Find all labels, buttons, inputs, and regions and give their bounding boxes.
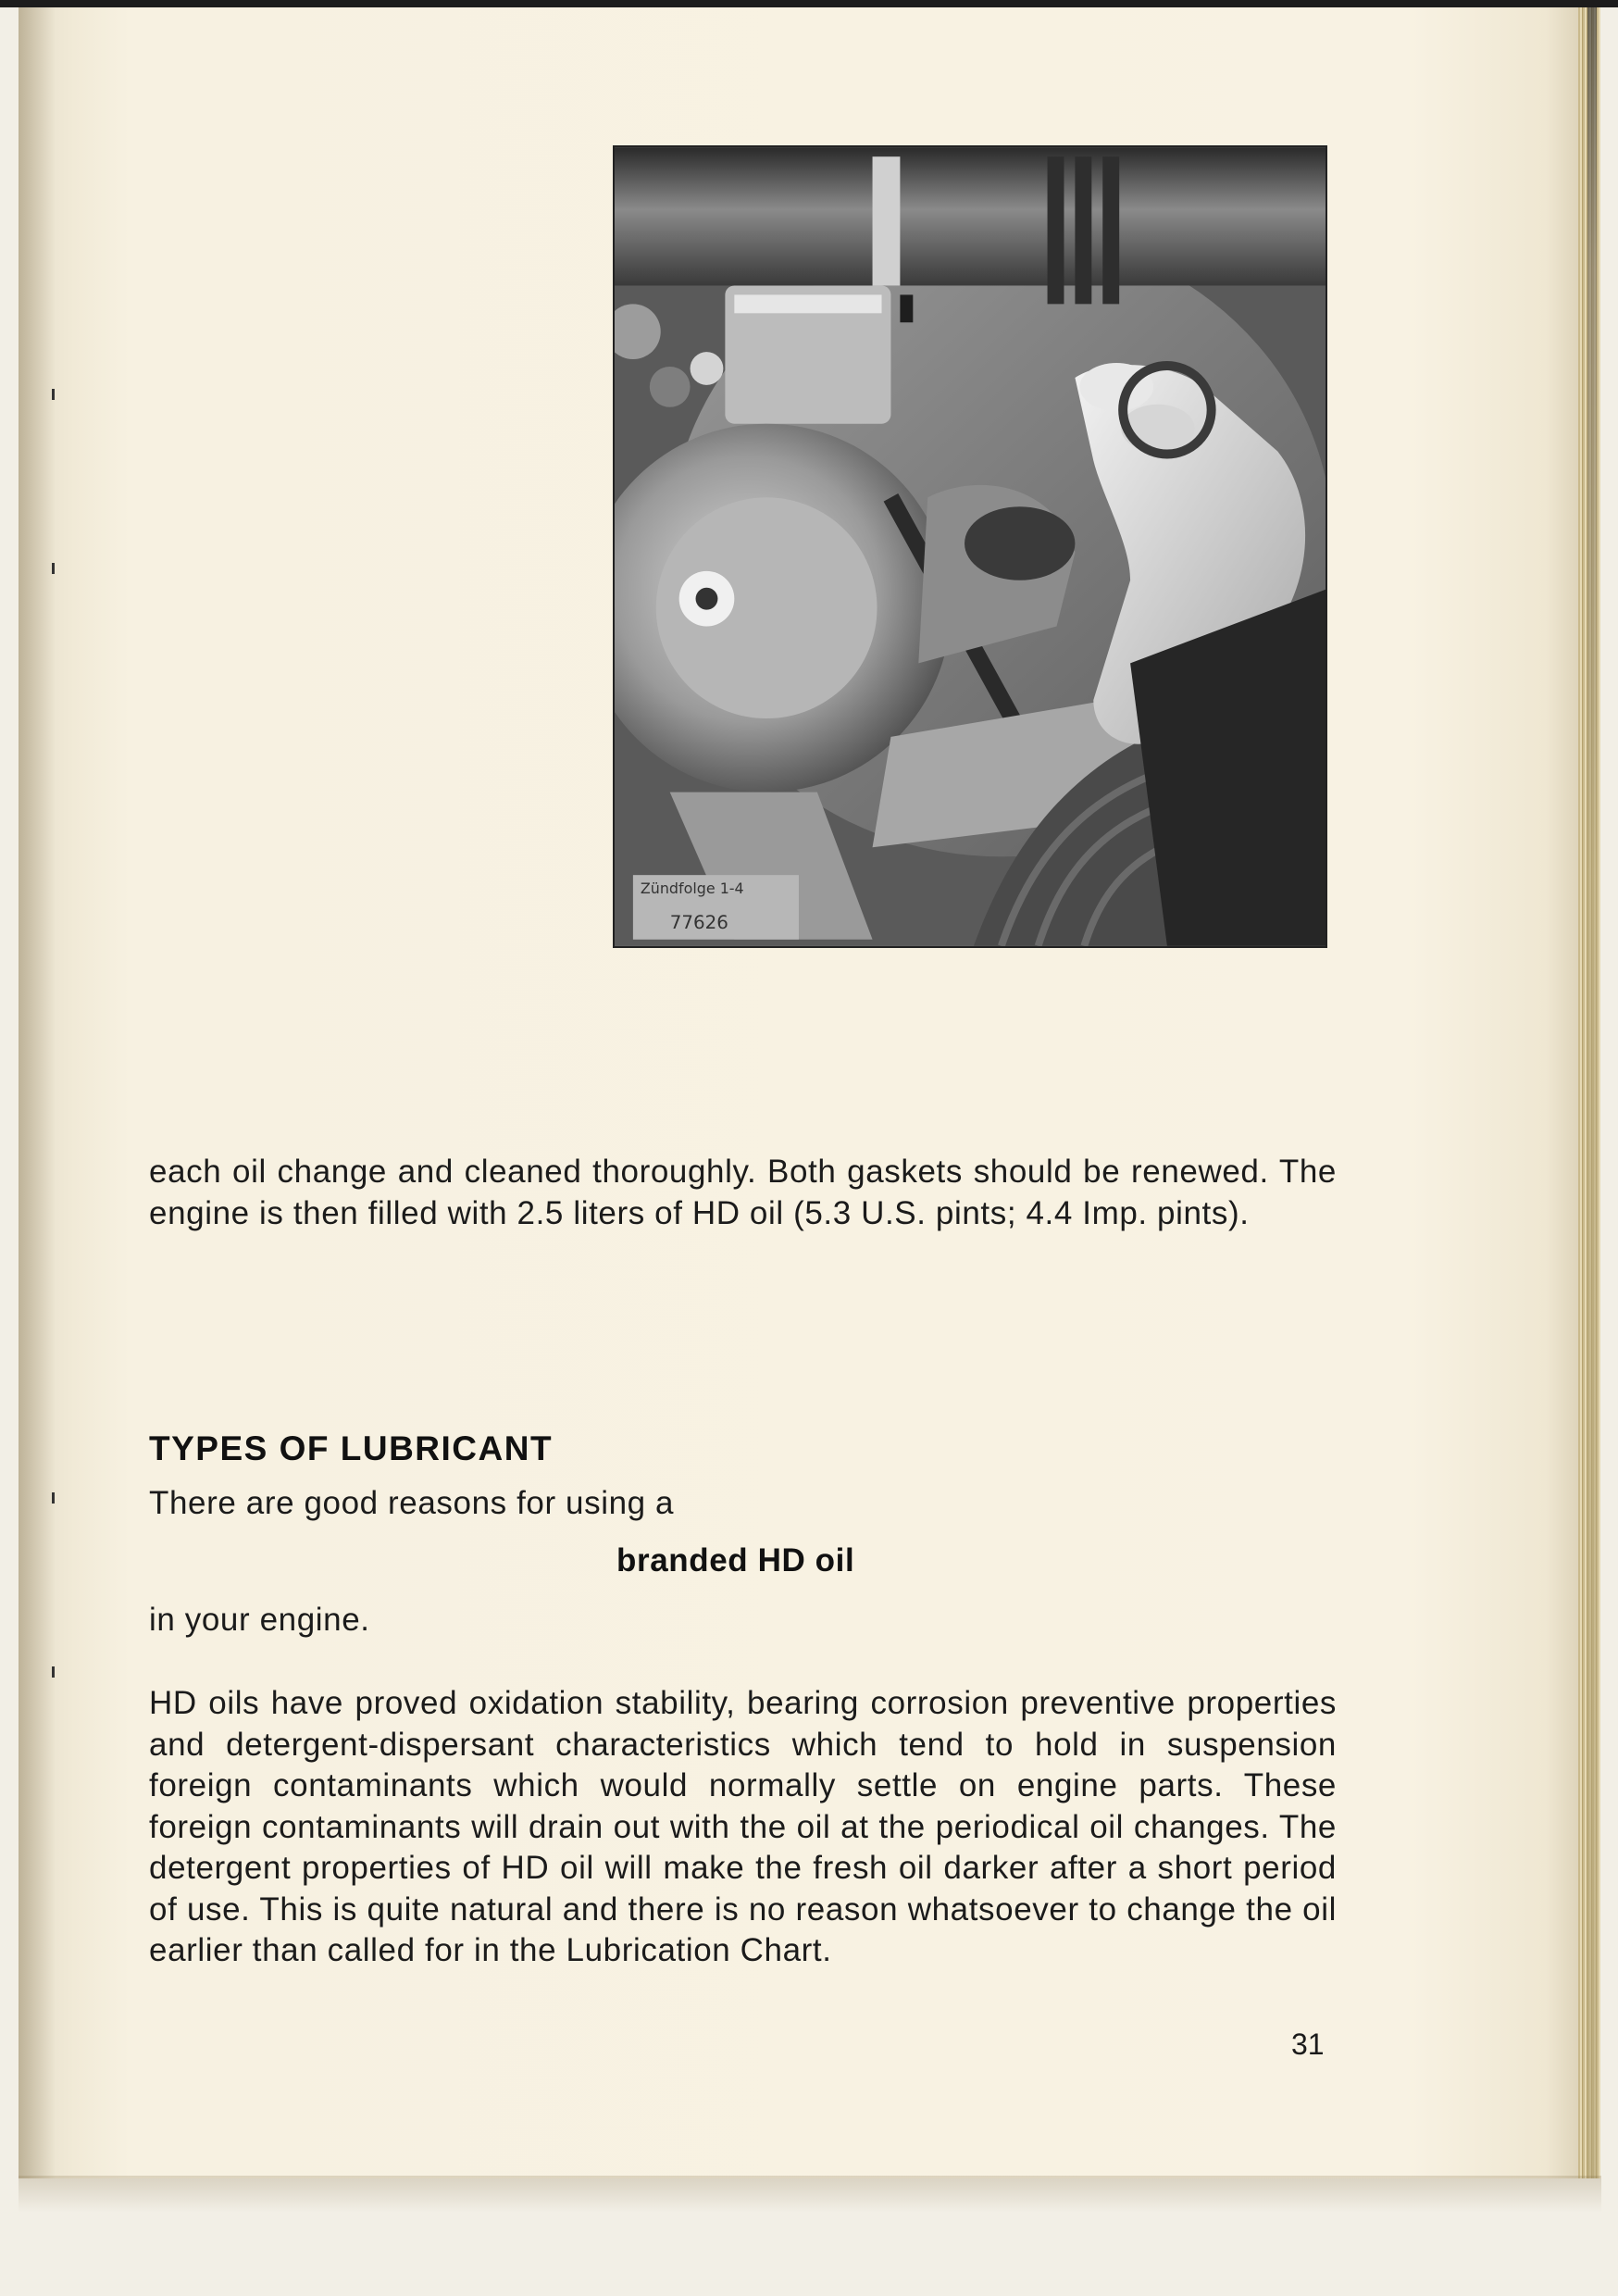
engine-photo (613, 145, 1327, 948)
engine-plate-number: 77626 (669, 911, 728, 933)
section-heading: TYPES OF LUBRICANT (149, 1429, 554, 1467)
margin-mark (52, 563, 55, 574)
bottom-page-shadow (19, 2176, 1601, 2213)
margin-mark (52, 1666, 55, 1678)
margin-mark (52, 1492, 55, 1504)
engine-plate-text: Zündfolge 1-4 (640, 880, 744, 898)
paragraph-oil-change (149, 1152, 1337, 1234)
page-edge-shadow (1587, 7, 1597, 2178)
spine-shadow (19, 7, 56, 2178)
margin-mark (52, 389, 55, 400)
emphasis-line: branded HD oil (616, 1542, 855, 1578)
scan-top-edge (0, 0, 1618, 7)
paragraph-oil-change-text: each oil change and cleaned thoroughly. Both gaskets should be renewed. The engine is then filled with 2.5 liters of HD oil (5.3 U.S. pints; 4.4 Imp. pints). (149, 1154, 1337, 1231)
intro-line: There are good reasons for using a (149, 1485, 675, 1521)
paragraph-hd-oils-text: HD oils have proved oxidation stability, bearing corrosion preventive properties and detergent-dispersant characteristics which tend to hold in suspension foreign contaminants which would normally settle on engine parts. These foreign contaminants will drain out with the oil at the periodical oil changes. The detergent properties of HD oil will make the fresh oil darker after a short period of use. This is quite natural and there is no reason whatsoever to change the oil earlier than called for in the Lubrication Chart. (149, 1685, 1337, 1968)
engine-photo-illustration (615, 147, 1326, 946)
intro-end-line: in your engine. (149, 1602, 370, 1638)
page-number: 31 (1291, 2028, 1325, 2061)
paragraph-hd-oils (149, 1683, 1337, 1972)
